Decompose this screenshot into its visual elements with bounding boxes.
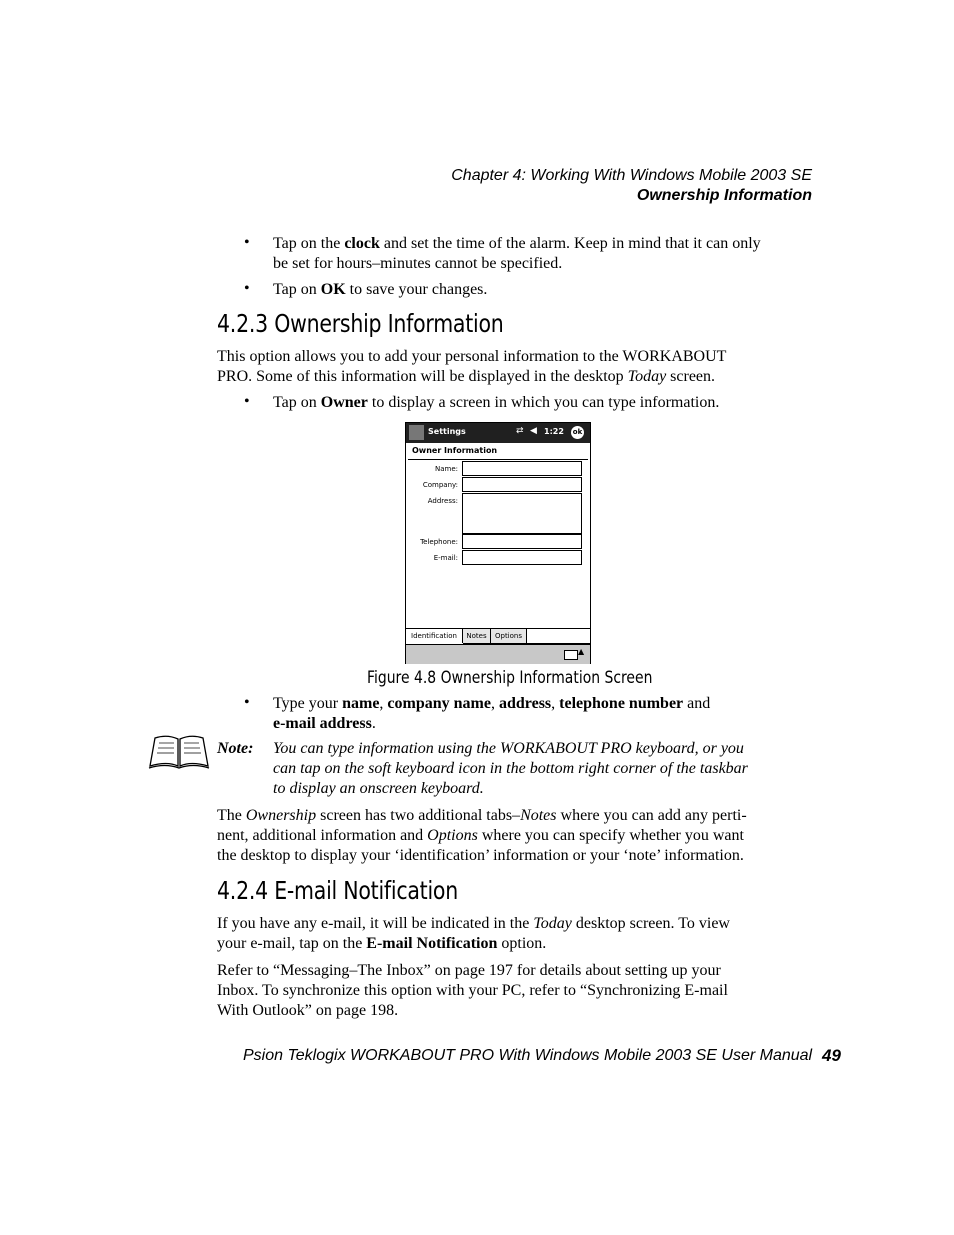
tab-notes[interactable]: Notes — [463, 629, 491, 644]
start-menu-icon[interactable] — [409, 425, 424, 440]
tab-options[interactable]: Options — [491, 629, 527, 644]
bullet-marker: • — [244, 234, 250, 251]
bullet-clock: Tap on the clock and set the time of the alarm. Keep in mind that it can only be set for hours–minutes cannot be specified. — [273, 235, 761, 272]
telephone-field[interactable] — [462, 534, 582, 549]
owner-information-label: Owner Information — [412, 446, 498, 455]
bullet-ok: Tap on OK to save your changes. — [273, 281, 488, 298]
bullet-owner: Tap on Owner to display a screen in which you can type information. — [273, 394, 720, 411]
telephone-label: Telephone: — [420, 538, 458, 546]
bullet-marker: • — [244, 280, 250, 297]
bullet-type-your: Type your name, company name, address, telephone number and e-mail address. — [273, 695, 711, 732]
name-label: Name: — [434, 465, 458, 473]
bullet-marker: • — [244, 393, 250, 410]
device-taskbar — [406, 644, 590, 664]
name-field[interactable] — [462, 461, 582, 476]
ownership-tabs-paragraph: The Ownership screen has two additional tabs–Notes where you can add any perti- nent, additional information and Options where you can specify whether you want the desktop to display your ‘identification’ information or your ‘note’ information. — [217, 807, 747, 864]
section-heading-ownership: 4.2.3 Ownership Information — [217, 309, 504, 338]
note-text: You can type information using the WORKABOUT PRO keyboard, or you can tap on the soft keyboard icon in the bottom right corner of the taskbar to display an onscreen keyboard. — [273, 740, 748, 797]
address-field[interactable] — [462, 493, 582, 534]
figure-caption: Figure 4.8 Ownership Information Screen — [367, 668, 653, 688]
caret-up-icon[interactable]: ▲ — [578, 647, 585, 656]
email-paragraph-1: If you have any e-mail, it will be indicated in the Today desktop screen. To view your e-mail, tap on the E-mail Notification option. — [217, 915, 730, 952]
bullet-marker: • — [244, 694, 250, 711]
email-field[interactable] — [462, 550, 582, 565]
device-clock[interactable]: 1:22 — [544, 427, 564, 436]
page-number: 49 — [822, 1046, 841, 1065]
soft-keyboard-icon[interactable] — [564, 650, 578, 660]
section-heading-email: 4.2.4 E-mail Notification — [217, 876, 458, 905]
device-screenshot — [405, 422, 591, 664]
device-title: Settings — [428, 427, 466, 436]
volume-icon[interactable]: ◀ — [530, 426, 537, 436]
divider — [408, 459, 588, 460]
email-paragraph-2: Refer to “Messaging–The Inbox” on page 197 for details about setting up your Inbox. To synchronize this option with your PC, refer to “Synchronizing E-mail With Outlook” on page 198. — [217, 962, 728, 1019]
tab-identification[interactable]: Identification — [406, 629, 463, 643]
tab-strip — [406, 628, 590, 645]
email-label: E-mail: — [433, 554, 458, 562]
note-book-icon — [147, 733, 211, 769]
running-header-section: Ownership Information — [636, 187, 812, 204]
ownership-intro-paragraph: This option allows you to add your personal information to the WORKABOUT PRO. Some of this information will be displayed in the desktop Today screen. — [217, 348, 727, 385]
note-label: Note: — [217, 740, 254, 757]
running-header-chapter: Chapter 4: Working With Windows Mobile 2003 SE — [451, 167, 812, 184]
footer-manual-title: Psion Teklogix WORKABOUT PRO With Windows Mobile 2003 SE User Manual — [243, 1047, 813, 1064]
company-label: Company: — [422, 481, 458, 489]
connectivity-icon[interactable]: ⇄ — [516, 426, 524, 436]
ok-button[interactable]: ok — [571, 426, 584, 439]
device-title-bar — [406, 423, 590, 443]
address-label: Address: — [427, 497, 458, 505]
company-field[interactable] — [462, 477, 582, 492]
